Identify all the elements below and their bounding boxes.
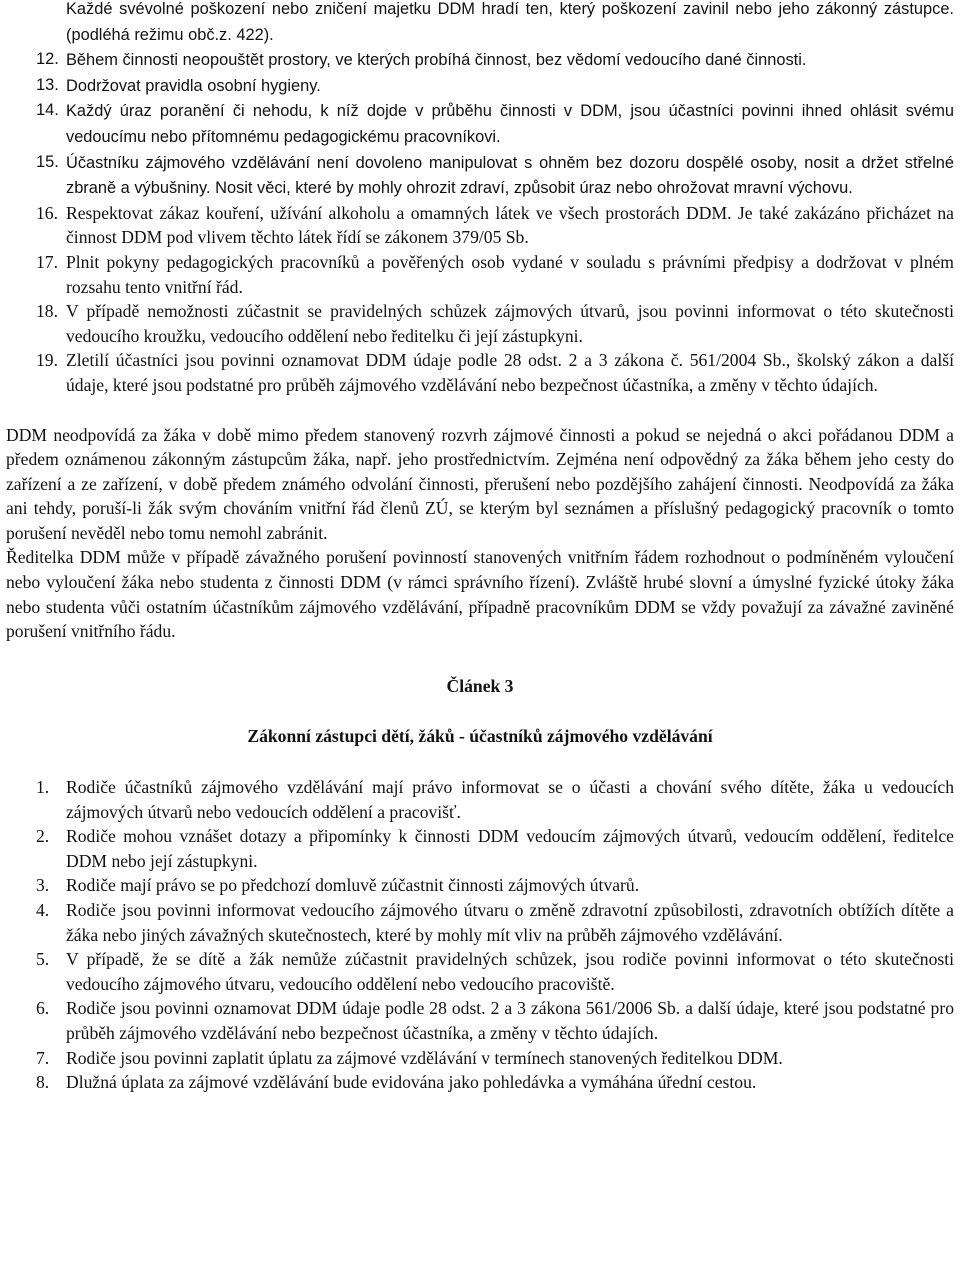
list-number: 14. (36, 101, 59, 120)
list-number: 8. (36, 1072, 50, 1093)
list-item-text: Zletilí účastníci jsou povinni oznamovat DDM údaje podle 28 odst. 2 a 3 zákona č. 561/2004 Sb., školský zákon a další údaje, které jsou podstatné pro průběh zájmového vzdělávání nebo bezpečnost účastníka, a změny v těchto údajích. (66, 350, 954, 395)
list-number: 4. (36, 900, 50, 920)
list-item (6, 947, 954, 996)
list-item (6, 824, 954, 873)
list-item-text: Účastníku zájmového vzdělávání není dovoleno manipulovat s ohněm bez dozoru dospělé osoby, nosit a držet střelné zbraně a výbušniny. Nosit věci, které by mohly ohrozit zdraví, způsobit úraz nebo ohrožovat mravní výchovu. (66, 153, 954, 198)
list-number: 2. (36, 826, 50, 847)
list-item-text: Respektovat zákaz kouření, užívání alkoholu a omamných látek ve všech prostorách DDM. Je také zakázáno přicházet na činnost DDM pod vlivem těchto látek řídí se zákonem 379/05 Sb. (66, 202, 954, 248)
list-number: 15. (36, 152, 59, 171)
list-number: 3. (36, 875, 50, 896)
list-number: 5. (36, 949, 50, 970)
list-item-text: V případě, že se dítě a žák nemůže zúčastnit pravidelných schůzek, jsou rodiče povinni informovat o této skutečnosti vedoucího zájmového útvaru, vedoucího oddělení nebo vedoucího pracoviště. (66, 949, 954, 994)
list-item-text: Rodiče mají právo se po předchozí domluvě zúčastnit činnosti zájmových útvarů. (66, 875, 640, 896)
list-number: 12. (36, 50, 59, 69)
list-item (6, 98, 954, 149)
article-title: Článek 3 (446, 675, 514, 696)
list-number: 6. (36, 998, 50, 1019)
list-item (6, 0, 954, 47)
paragraph-liability: DDM neodpovídá za žáka v době mimo předem stanovený rozvrh zájmové činnosti a pokud se nejedná o akci pořádanou DDM a předem oznámenou zákonným zástupcům žáka, např. jeho prostřednictvím. Zejména není odpovědný za žáka během jeho cesty do zařízení a ze zařízení, v době předem známého odvolání činnosti, přerušení nebo pozdějšího zahájení činnosti. Neodpovídá za žáka ani tehdy, poruší-li žák svým chováním vnitřní řád členů ZÚ, se kterým byl seznámen a příslušný pedagogický pracovník o tomto porušení nevěděl nebo tomu nemohl zabránit. (6, 424, 954, 543)
list-number: 18. (36, 301, 58, 322)
list-item-text: Rodiče jsou povinni zaplatit úplatu za zájmové vzdělávání v termínech stanovených ředitelkou DDM. (66, 1047, 783, 1068)
list-item (6, 1070, 954, 1095)
list-item (6, 201, 954, 250)
list-item (6, 898, 954, 947)
list-item (6, 348, 954, 397)
list-item (6, 250, 954, 299)
list-number: 19. (36, 350, 58, 371)
list-number: 13. (36, 75, 59, 94)
list-item-text: Během činnosti neopouštět prostory, ve kterých probíhá činnost, bez vědomí vedoucího dané činnosti. (66, 51, 807, 70)
list-item-text: Dodržovat pravidla osobní hygieny. (66, 76, 321, 95)
list-item-text: Rodiče účastníků zájmového vzdělávání mají právo informovat se o účasti a chování svého dítěte, žáka u vedoucích zájmových útvarů nebo vedoucích oddělení a pracovišť. (66, 777, 954, 822)
list-item-text: Každý úraz poranění či nehodu, k níž dojde v průběhu činnosti v DDM, jsou účastníci povinni ihned ohlásit svému vedoucímu nebo přítomnému pedagogickému pracovníkovi. (66, 102, 954, 146)
list-item (6, 873, 954, 898)
list-item (6, 299, 954, 348)
list-item-text: Plnit pokyny pedagogických pracovníků a pověřených osob vydané v souladu s právními předpisy a dodržovat v plném rozsahu tento vnitřní řád. (66, 251, 954, 297)
rule-fragment-text: Každé svévolné poškození nebo zničení majetku DDM hradí ten, který poškození zavinil nebo jeho zákonný zástupce. (podléhá režimu obč.z. 422). (66, 0, 954, 44)
list-item (6, 775, 954, 824)
list-item (6, 150, 954, 201)
list-item-text: Rodiče mohou vznášet dotazy a připomínky k činnosti DDM vedoucím zájmových útvarů, vedoucím oddělení, ředitelce DDM nebo její zástupkyni. (66, 826, 954, 871)
rules-list (6, 0, 954, 398)
list-item (6, 1046, 954, 1071)
list-item-text: V případě nemožnosti zúčastnit se pravidelných schůzek zájmových útvarů, jsou povinni informovat o této skutečnosti vedoucího kroužku, vedoucího oddělení nebo ředitelku či její zástupkyni. (66, 301, 954, 346)
list-item (6, 73, 954, 99)
list-item-text: Rodiče jsou povinni informovat vedoucího zájmového útvaru o změně zdravotní způsobilosti, zdravotních obtížích dítěte a žáka nebo jiných závažných skutečnostech, které by mohly mít vliv na průběh zájmového vzdělávání. (66, 900, 954, 945)
article-subtitle: Zákonní zástupci dětí, žáků - účastníků zájmového vzdělávání (247, 726, 713, 747)
paragraph-expulsion: Ředitelka DDM může v případě závažného porušení povinností stanovených vnitřním řádem rozhodnout o podmíněném vyloučení nebo vyloučení žáka nebo studenta z činnosti DDM (v rámci správního řízení). Zvláště hrubé slovní a úmyslné fyzické útoky žáka nebo studenta vůči ostatním účastníkům zájmového vzdělávání, případně pracovníkům DDM se vždy považují za závažné zaviněné porušení vnitřního řádu. (6, 547, 954, 642)
list-item-text: Dlužná úplata za zájmové vzdělávání bude evidována jako pohledávka a vymáhána úřední cestou. (66, 1072, 757, 1093)
list-item-text: Rodiče jsou povinni oznamovat DDM údaje podle 28 odst. 2 a 3 zákona 561/2006 Sb. a další údaje, které jsou podstatné pro průběh zájmového vzdělávání nebo bezpečnost účastníka, a změny v těchto údajích. (66, 998, 954, 1043)
list-number: 17. (36, 251, 58, 272)
list-number: 1. (36, 777, 50, 798)
list-number: 16. (36, 202, 58, 223)
list-item (6, 996, 954, 1045)
list-item (6, 47, 954, 73)
parents-list (6, 775, 954, 1095)
list-number: 7. (36, 1047, 50, 1068)
